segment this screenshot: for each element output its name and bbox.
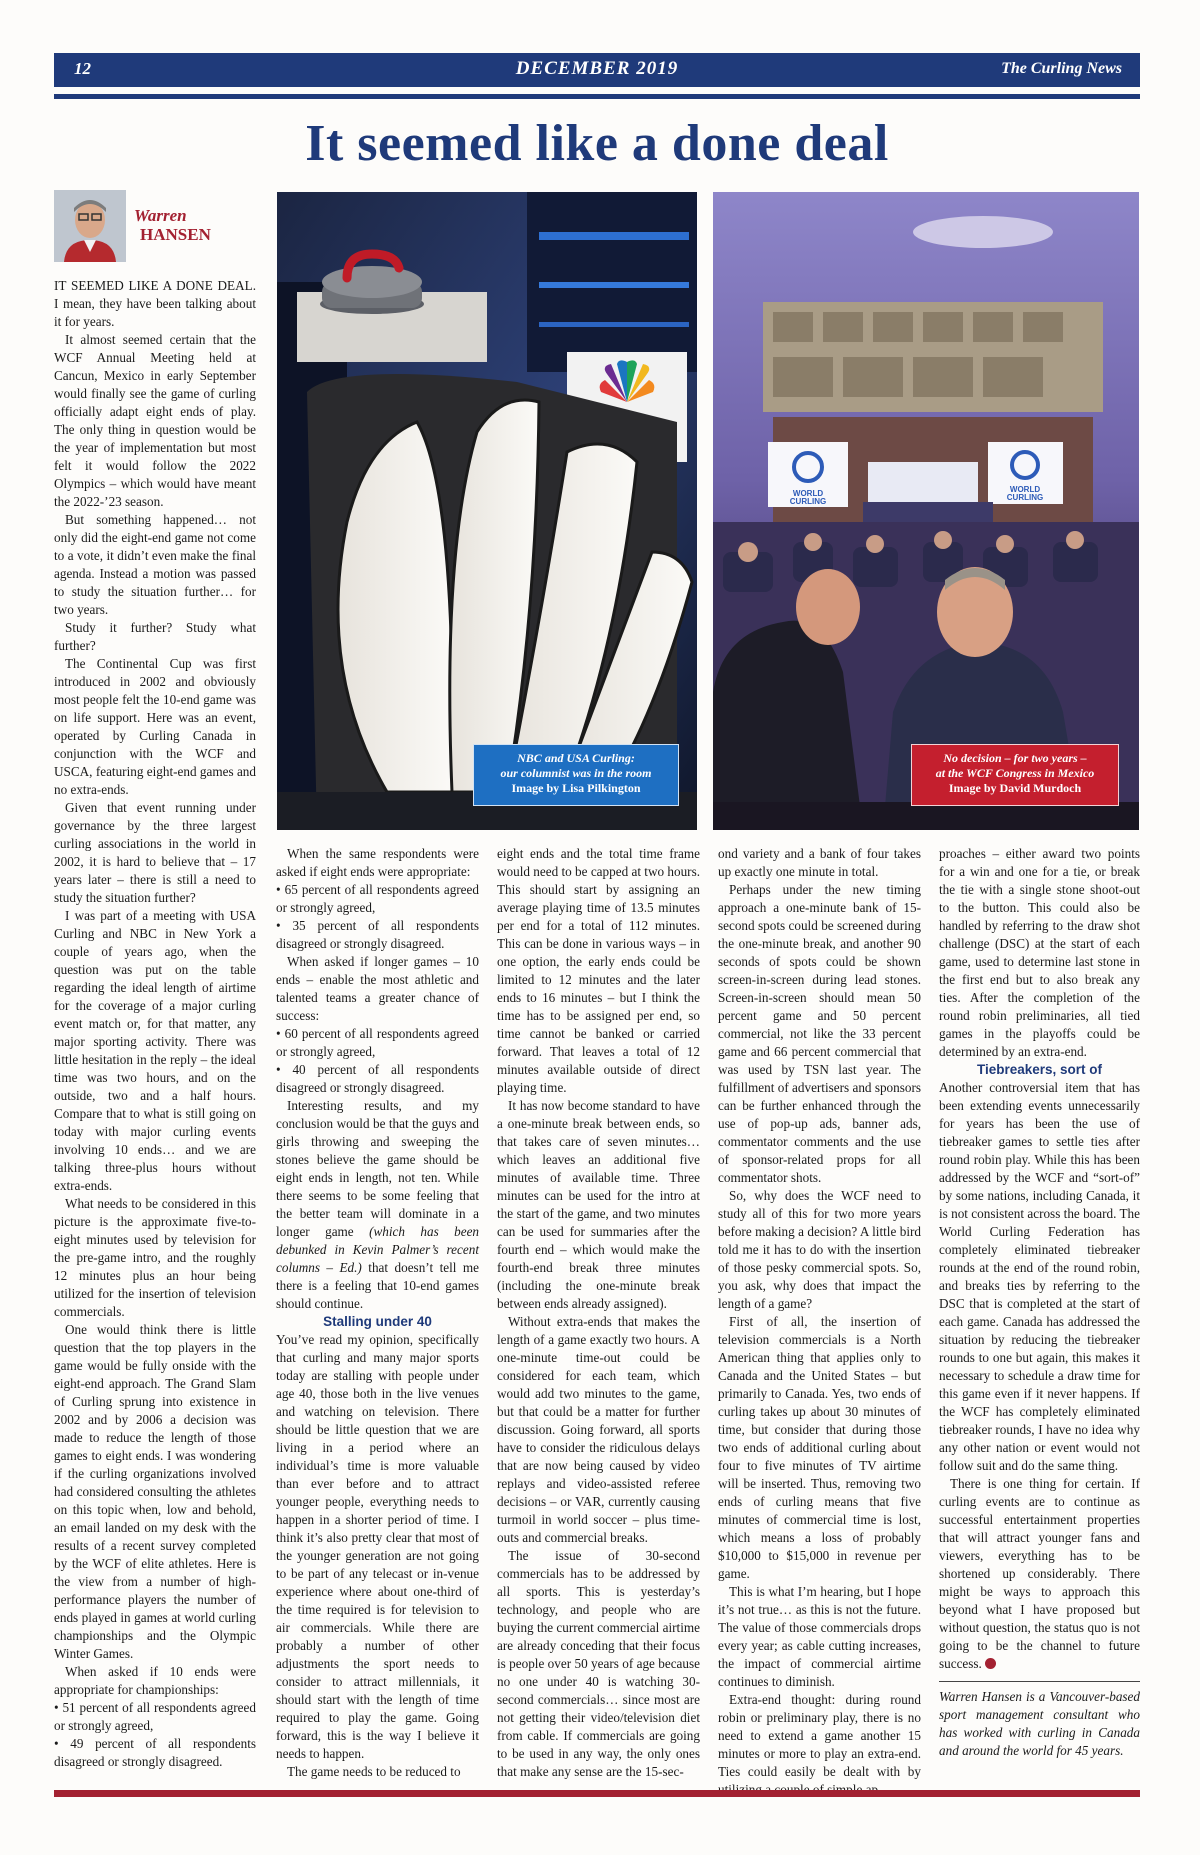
bullet-item: • 40 percent of all respondents disagreed or strongly disagreed. [276, 1062, 479, 1095]
paragraph-text: There is one thing for certain. If curling events are to continue as successful entertainment properties that will attract younger fans and viewers, everything has to be shortened up considerably. There might be ways to approach this beyond what I have proposed but without question, the status quo is not going to be the channel to future success. [939, 1476, 1140, 1671]
page-number: 12 [74, 59, 91, 78]
photo2-caption-line2: at the WCF Congress in Mexico [935, 766, 1095, 780]
wcf-banner-right-2: CURLING [1006, 493, 1044, 502]
paragraph: When asked if longer games – 10 ends – enable the most athletic and talented teams a greater chance of success: [276, 954, 479, 1023]
paragraph [276, 1097, 479, 1313]
author-first-name: Warren [134, 206, 187, 225]
paragraph: It almost seemed certain that the WCF Annual Meeting held at Cancun, Mexico in early September would finally see the game of curling officially adapt eight ends of play. The only thing in question would be the year of implementation but most felt it would follow the 2022 Olympics – which would have meant the 2022-’23 season. [54, 332, 256, 509]
paragraph [939, 1475, 1140, 1673]
article-column-2 [276, 845, 479, 1781]
wcf-banner-right: WORLD [1009, 485, 1041, 494]
photo1-caption [473, 744, 679, 806]
paragraph-text: Interesting results, and my conclusion would be that the guys and girls throwing and sweeping the stones believe the game should be eight ends in length, not ten. While there seems to be some feeling that the better team will dominate in a longer game [276, 1098, 479, 1239]
paragraph: Study it further? Study what further? [54, 620, 256, 653]
paragraph: It has now become standard to have a one-minute break between ends, so that takes care of seven minutes… which leaves an additional five minutes of available time. Three minutes can be used for the intro at the start of the game, and two minutes can be used for summaries after the fourth end – which would make the fourth-end break three minutes (including the one-minute break between ends already assigned). [497, 1098, 700, 1311]
photo1-caption-line1: NBC and USA Curling: [517, 751, 635, 765]
wcf-banner-left: WORLD [792, 489, 824, 498]
article-column-3 [497, 845, 700, 1781]
bullet-item: • 65 percent of all respondents agreed or strongly agreed, [276, 882, 479, 915]
paragraph: Extra-end thought: during round robin or preliminary play, there is no need to extend a game another 15 minutes or more to play an extra-end. Ties could easily be dealt with by [718, 1692, 921, 1779]
end-mark-icon [985, 1658, 996, 1669]
wcf-banner-left-2: CURLING [789, 497, 827, 506]
paragraph: proaches – either award two points for a win and one for a tie, or break the tie with a single stone shoot-out to the button. This could also be handled by referring to the draw shot challenge (DSC) at the start of each game, used to determine last stone in the first end but to also break any ties. After the completion of the round robin preliminaries, all tied games in the playoffs could be determined by an extra-end. [939, 846, 1140, 1059]
paragraph: This is what I’m hearing, but I hope it’s not true… as this is not the future. The value of those commercials drops every year; as cable cutting increases, the impact of commercial airtime continues to diminish. [718, 1584, 921, 1689]
paragraph: The issue of 30-second commercials has to be addressed by all sports. This is yesterday’s technology, and people who are buying the current commercial airtime are already conceding that their focus is people over 50 years of age because no one under 40 is watching 30-second commercials… since most are not getting their video/television diet from cable. If commercials are going to be used in any way, the only ones that make any sense are the 15-sec- [497, 1548, 700, 1779]
paragraph: Given that event running under governance by the three largest curling associations in the world in 2002, it is hard to believe that – 17 years later – there is still a need to study the situation further? [54, 800, 256, 905]
bullet-item: • 49 percent of all respondents disagreed or strongly disagreed. [54, 1736, 256, 1769]
paragraph: But something happened… not only did the eight-end game not come to a vote, it didn’t even make the final agenda. Instead a motion was passed to study the situation further… for two years. [54, 512, 256, 617]
author-last-name: HANSEN [140, 225, 211, 244]
article-column-1 [54, 277, 256, 1771]
paragraph-text: that doesn’t tell me there is a feeling that 10-end games should continue. [276, 1260, 479, 1311]
issue-date: DECEMBER 2019 [515, 58, 679, 79]
author-name [134, 206, 211, 244]
paragraph: Without extra-ends that makes the length of a game exactly two hours. A one-minute time-out could be considered for each team, which would add two minutes to the game, but that could be a matter for further discussion. Going forward, all sports have to consider the ridiculous delays that are now being caused by video replays and video-assisted referee decisions – or VAR, currently causing turmoil in world soccer – plus time-outs and commercial breaks. [497, 1314, 700, 1545]
nbc-photo [277, 192, 697, 830]
congress-photo [713, 192, 1139, 830]
article-column-5 [939, 845, 1140, 1760]
author-bio: Warren Hansen is a Vancouver-based sport management consultant who has worked with curling in Canada and around the world for 45 years. [939, 1681, 1140, 1760]
paragraph: First of all, the insertion of television commercials is a North American thing that applies only to Canada and the United States – but primarily to Canada. Yes, two ends of curling takes up about 30 minutes of time, but consider that during those two ends of additional curling about four to five minutes of TV airtime will be inserted. Thus, removing two ends of curling means that five minutes of commercial time is lost, which means a loss of probably $10,000 to $15,000 in revenue per game. [718, 1314, 921, 1581]
paragraph: One would think there is little question that the top players in the game would be fully onside with the eight-end approach. The Grand Slam of Curling sprung into existence in 2002 and by 2006 a decision was made to reduce the length of those games to eight ends. I was wondering if the curling organizations involved had considered consulting the athletes on this topic when, low and behold, an email landed on my desk with the results of a recent survey completed by the WCF of elite athletes. Here is the view from a number of high-performance players the number of ends played in games at world curling championships and the Olympic Winter Games. [54, 1322, 256, 1661]
paragraph: IT SEEMED LIKE A DONE DEAL. I mean, they have been talking about it for years. [54, 278, 256, 329]
paragraph: ond variety and a bank of four takes up exactly one minute in total. [718, 846, 921, 879]
paragraph: What needs to be considered in this picture is the approximate five-to-eight minutes used by television for the pre-game intro, and the roughly 12 minutes plus an hour being utilized for the insertion of television commercials. [54, 1196, 256, 1319]
paragraph: When asked if 10 ends were appropriate for championships: [54, 1664, 256, 1697]
photo1-credit: Image by Lisa Pilkington [511, 781, 641, 795]
paragraph: The game needs to be reduced to [287, 1764, 461, 1779]
photo2-caption [911, 744, 1119, 806]
subheading: Tiebreakers, sort of [976, 1062, 1103, 1077]
bullet-item: • 35 percent of all respondents disagreed or strongly disagreed. [276, 918, 479, 951]
paragraph: Another controversial item that has been extending events unnecessarily for years has been the use of tiebreaker games to settle ties after round robin play. While this has been addressed by the WCF and “sort-of” by some nations, including Canada, it is not consistent across the board. The World Curling Federation has completely eliminated tiebreaker rounds at the end of the round robin, and breaks ties by referring to the DSC that is completed at the start of each game. Canada has addressed the situation by reducing the tiebreaker rounds to one but again, this makes it necessary to schedule a draw time for this game even if it never happens. If the WCF has completely eliminated tiebreaker rounds, I have no idea why any other nation or event would not follow suit and do the same thing. [939, 1080, 1140, 1473]
bullet-item: • 51 percent of all respondents agreed or strongly agreed, [54, 1700, 256, 1733]
footer-rule [54, 1790, 1140, 1797]
page-header [54, 53, 1140, 87]
bullet-item: • 60 percent of all respondents agreed or strongly agreed, [276, 1026, 479, 1059]
paragraph: You’ve read my opinion, specifically that curling and many major sports today are stalling with people under age 40, those both in the live venues and watching on television. There should be little question that we are living in a period where an individual’s time is more valuable than ever before and to attract younger people, everything needs to happen in a shorter period of time. I think it’s also pretty clear that most of the younger generation are not going to be part of any telecast or in-venue experience where about one-third of the time required is for television to air commercials. While there are probably a number of other adjustments the sport needs to consider to attract millennials, it should start with the length of time required to play the game. Going forward, this is the way I believe it needs to happen. [276, 1332, 479, 1761]
paragraph: eight ends and the total time frame would need to be capped at two hours. This should start by assigning an average playing time of 13.5 minutes per end for a total of 112 minutes. This can be done in various ways – in one option, the early ends could be limited to 12 minutes and the later ends to 16 minutes – but I think the time has to be assigned per end, so time cannot be banked or carried forward. That leaves a total of 12 minutes available outside of direct playing time. [497, 846, 700, 1095]
paragraph: When the same respondents were asked if eight ends were appropriate: [276, 846, 479, 879]
photo2-credit: Image by David Murdoch [948, 781, 1082, 795]
subheading: Stalling under 40 [323, 1314, 432, 1329]
photo2-caption-line1: No decision – for two years – [943, 751, 1087, 765]
article-column-4 [718, 845, 921, 1799]
paragraph: So, why does the WCF need to study all of this for two more years before making a decision? A little bird told me it has to do with the insertion of those pesky commercial spots. So, you ask, why does that impact the length of a game? [718, 1188, 921, 1311]
headline: It seemed like a done deal [305, 115, 889, 172]
paragraph: The Continental Cup was first introduced in 2002 and obviously most people felt the 10-end game was on life support. Here was an event, operated by Curling Canada in conjunction with the WCF and USCA, featuring eight-end games and no extra-ends. [54, 656, 256, 797]
publication-name: The Curling News [1001, 60, 1122, 77]
paragraph: I was part of a meeting with USA Curling and NBC in New York a couple of years ago, when the question was put on the table regarding the ideal length of airtime for the coverage of a major curling event match or, for that matter, any major sporting activity. There was little hesitation in the reply – the ideal time was two hours, and on the outside, two and a half hours. Compare that to what is still going on today with major curling events involving 10 ends… and we are talking three-plus hours without extra-ends. [54, 908, 256, 1193]
paragraph: Perhaps under the new timing approach a one-minute bank of 15-second spots could be screened during the one-minute break, and another 90 seconds of spots could be shown screen-in-screen during lead stones. Screen-in-screen should mean 50 percent game and 50 percent commercial, not like the 33 percent game and 66 percent commercial that was used by TSN last year. The fulfillment of advertisers and sponsors can be further enhanced through the use of pop-up ads, banner ads, commentator comments and the use of sponsor-related props for all commentator shots. [718, 882, 921, 1185]
photo1-caption-line2: our columnist was in the room [500, 766, 652, 780]
header-rule [54, 94, 1140, 99]
editor-note: (which has been debunked in Kevin Palmer’s recent columns – Ed.) [276, 1224, 480, 1275]
author-photo [54, 190, 126, 262]
